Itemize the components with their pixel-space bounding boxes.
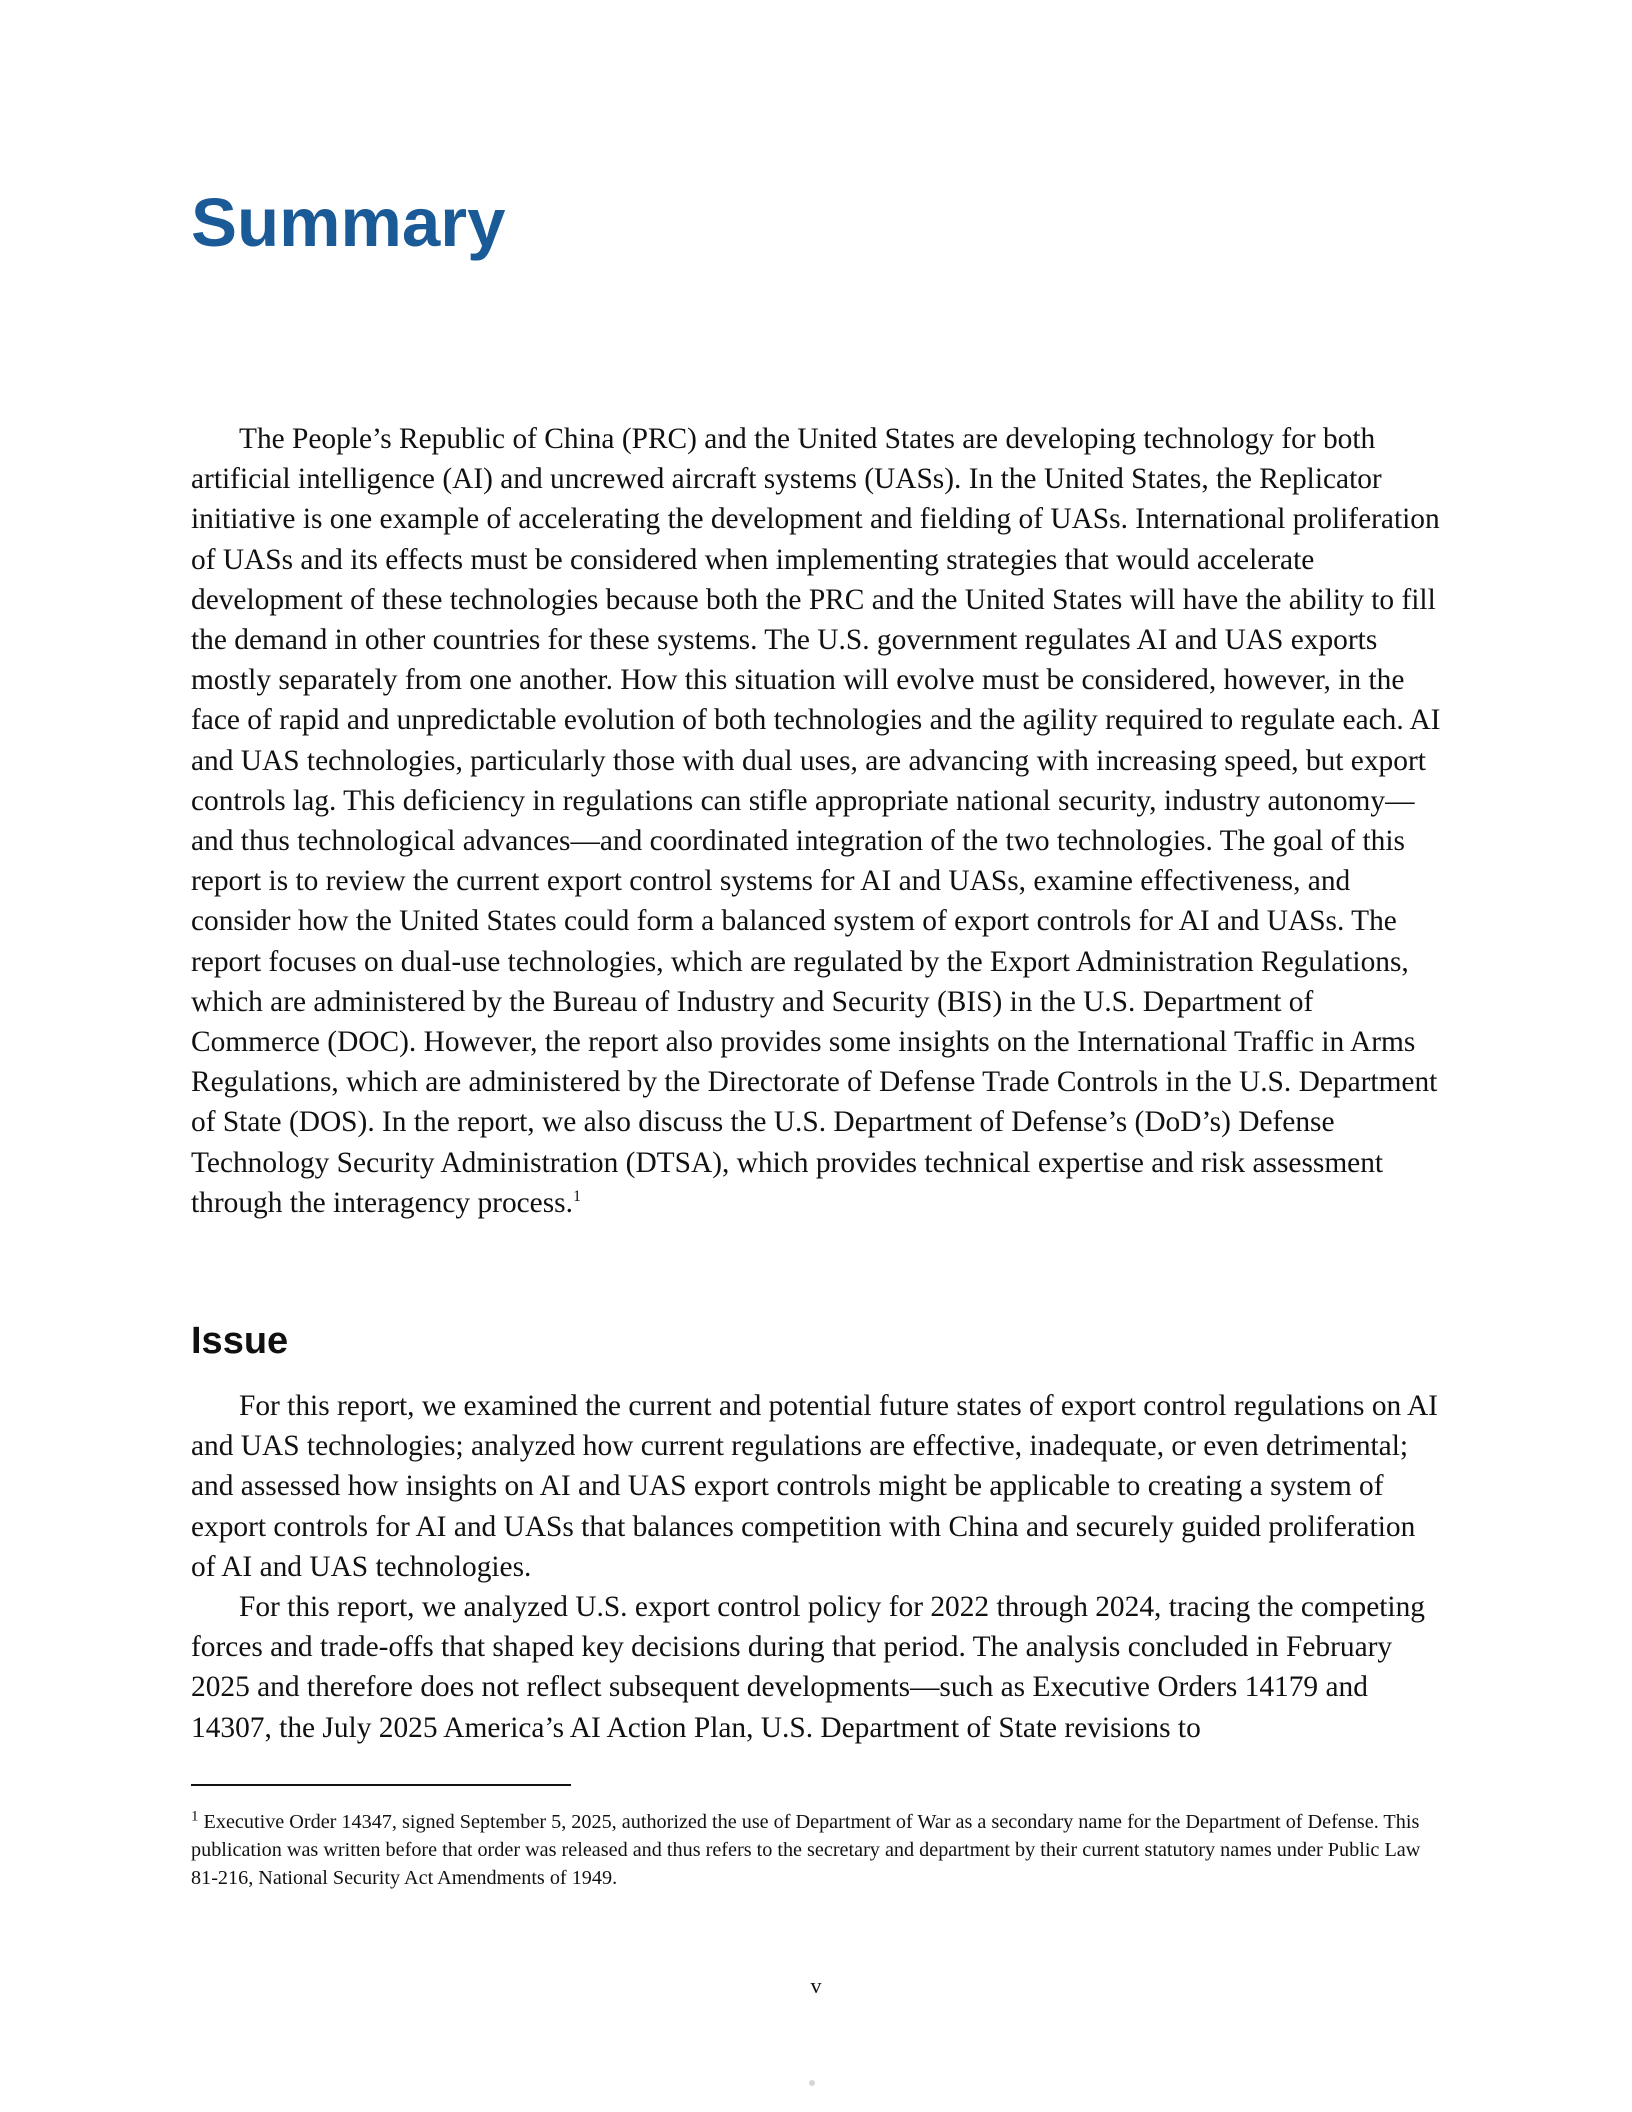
summary-paragraph-text: The People’s Republic of China (PRC) and the United States are developing technology for both artificial intelligence (AI) and uncrewed aircraft systems (UASs). In the United States, the Replicator initiative is one example of accelerating the development and fielding of UASs. International proliferation of UASs and its effects must be considered when implementing strategies that would accelerate development of these technologies because both the PRC and the United States will have the ability to fill the demand in other countries for these systems. The U.S. government regulates AI and UAS exports mostly separately from one another. How this situation will evolve must be considered, however, in the face of rapid and unpredictable evolution of both technologies and the agility required to regulate each. AI and UAS technologies, particularly those with dual uses, are advancing with increasing speed, but export controls lag. This deficiency in regulations can stifle appropriate national security, industry autonomy—and thus technological advances—and coordinated integration of the two technologies. The goal of this report is to review the current export control systems for AI and UASs, examine effectiveness, and consider how the United States could form a balanced system of export controls for AI and UASs. The report focuses on dual-use technologies, which are regulated by the Export Administration Regulations, which are administered by the Bureau of Industry and Security (BIS) in the U.S. Department of Commerce (DOC). However, the report also provides some insights on the International Traffic in Arms Regulations, which are administered by the Directorate of Defense Trade Controls in the U.S. Department of State (DOS). In the report, we also discuss the U.S. Department of Defense’s (DoD’s) Defense Technology Security Administration (DTSA), which provides technical expertise and risk assessment through the interagency process. — [191, 423, 1441, 1219]
footnote-number: 1 — [191, 1808, 199, 1825]
issue-heading: Issue — [191, 1320, 289, 1362]
issue-paragraph: For this report, we analyzed U.S. export control policy for 2022 through 2024, tracing the competing forces and trade-offs that shaped key decisions during that period. The analysis concluded in February 2025 and therefore does not reflect subsequent developments—such as Executive Orders 14179 and 14307, the July 2025 America’s AI Action Plan, U.S. Department of State revisions to — [191, 1591, 1425, 1744]
scroll-indicator — [809, 2080, 815, 2086]
issue-paragraph: For this report, we examined the current and potential future states of export control regulations on AI and UAS technologies; analyzed how current regulations are effective, inadequate, or even detrimental; and assessed how insights on AI and UAS export controls might be applicable to creating a system of export controls for AI and UASs that balances competition with China and securely guided proliferation of AI and UAS technologies. — [191, 1390, 1438, 1583]
footnote-text: Executive Order 14347, signed September 5, 2025, authorized the use of Department of War as a secondary name for the Department of Defense. This publication was written before that order was released and thus refers to the secretary and department by their current statutory names under Public Law 81-216, National Security Act Amendments of 1949. — [191, 1811, 1421, 1889]
footnote — [191, 1808, 1441, 1892]
footnote-separator — [191, 1784, 571, 1786]
summary-paragraph — [191, 419, 1447, 1223]
issue-section — [191, 1386, 1447, 1748]
page-number: v — [810, 1973, 822, 1998]
summary-section — [191, 419, 1447, 1223]
page-title: Summary — [191, 184, 506, 261]
footnote-reference[interactable]: 1 — [572, 1188, 581, 1206]
